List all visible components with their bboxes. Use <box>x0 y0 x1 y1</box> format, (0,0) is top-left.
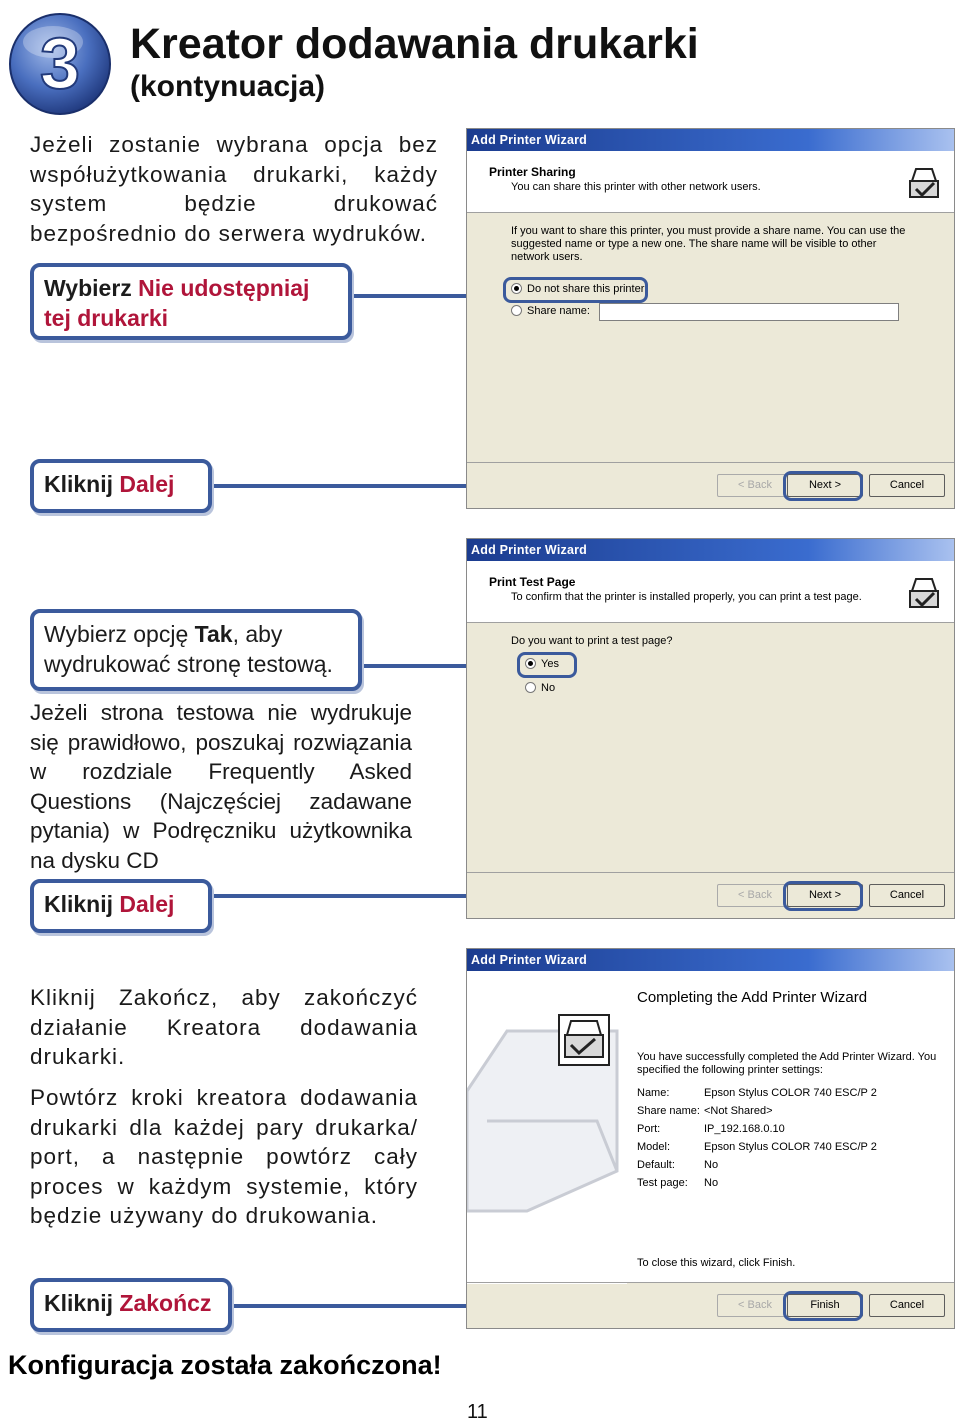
highlight-ring <box>783 881 863 911</box>
wizard-footer <box>467 1282 954 1328</box>
callout-click-next-1 <box>30 459 212 513</box>
step-number: 3 <box>39 24 81 104</box>
finish-button[interactable]: Finish <box>787 1294 863 1317</box>
callout-text: Wybierz opcję <box>44 621 195 647</box>
page-number: 11 <box>467 1401 488 1423</box>
callout-text: Kliknij <box>44 891 120 917</box>
radio-label: Share name: <box>527 305 590 317</box>
setting-value: Epson Stylus COLOR 740 ESC/P 2 <box>704 1141 877 1153</box>
highlight-ring <box>783 1291 863 1321</box>
setting-row <box>637 1141 877 1153</box>
callout-click-finish <box>30 1278 232 1332</box>
callout-select-yes <box>30 609 362 691</box>
callout-text: Kliknij <box>44 1290 120 1316</box>
setting-value: IP_192.168.0.10 <box>704 1123 785 1135</box>
setting-row <box>637 1177 718 1189</box>
wizard-header-title: Printer Sharing <box>489 165 576 179</box>
callout-select-no-share <box>30 263 352 340</box>
highlight-ring <box>503 277 648 303</box>
radio-label: Do not share this printer <box>527 283 645 295</box>
wizard-footer <box>467 462 954 508</box>
highlight-ring <box>783 471 863 501</box>
radio-label: Yes <box>541 658 559 670</box>
window-title: Add Printer Wizard <box>467 129 954 151</box>
close-instruction: To close this wizard, click Finish. <box>637 1257 796 1269</box>
success-text: You have successfully completed the Add Printer Wizard. You specified the following printer settings: <box>637 1051 937 1076</box>
next-button[interactable]: Next > <box>787 884 863 907</box>
wizard-question: Do you want to print a test page? <box>511 635 673 647</box>
setting-row <box>637 1159 718 1171</box>
cancel-button[interactable]: Cancel <box>869 1294 945 1317</box>
page-subtitle: (kontynuacja) <box>130 70 326 103</box>
wizard-header <box>467 561 954 623</box>
callout-text: , aby wydrukować stronę testową. <box>44 621 333 677</box>
completion-message: Konfiguracja została zakończona! <box>8 1350 442 1380</box>
setting-value: Epson Stylus COLOR 740 ESC/P 2 <box>704 1087 877 1099</box>
wizard-header-title: Print Test Page <box>489 575 576 589</box>
callout-text: Kliknij <box>44 471 120 497</box>
wizard-header-subtitle: To confirm that the printer is installed properly, you can print a test page. <box>511 591 862 603</box>
highlight-ring <box>517 652 577 678</box>
setting-key: Model: <box>637 1141 671 1153</box>
completing-title: Completing the Add Printer Wizard <box>637 989 868 1006</box>
radio-unselected-icon <box>525 682 536 693</box>
cancel-button[interactable]: Cancel <box>869 474 945 497</box>
printer-icon <box>904 165 944 205</box>
back-button[interactable]: < Back <box>717 1294 793 1317</box>
wizard-content <box>627 971 954 1282</box>
radio-share-name[interactable] <box>511 305 590 317</box>
setting-value: No <box>704 1159 719 1171</box>
wizard-header <box>467 151 954 213</box>
setting-value: <Not Shared> <box>704 1105 773 1117</box>
printer-icon <box>904 575 944 615</box>
back-button[interactable]: < Back <box>717 884 793 907</box>
back-button[interactable]: < Back <box>717 474 793 497</box>
wizard-header-subtitle: You can share this printer with other network users. <box>511 181 761 193</box>
window-title: Add Printer Wizard <box>467 949 954 971</box>
wizard-completing <box>466 948 955 1329</box>
finish-paragraph: Kliknij Zakończ, aby zakończyć działanie Kreatora dodawania drukarki. <box>30 985 418 1070</box>
wizard-side-graphic <box>467 971 627 1282</box>
setting-key: Default: <box>637 1159 675 1171</box>
printer-graphic-icon <box>467 971 627 1284</box>
callout-highlight: Zakończ <box>119 1290 212 1316</box>
setting-key: Name: <box>637 1087 670 1099</box>
next-button[interactable]: Next > <box>787 474 863 497</box>
wizard-print-test-page <box>466 538 955 919</box>
wizard-body-text: If you want to share this printer, you must provide a share name. You can use the suggested name or type a new one. The share name will be visible to other network users. <box>511 225 906 263</box>
radio-no[interactable] <box>525 682 555 694</box>
wizard-printer-sharing <box>466 128 955 509</box>
callout-click-next-2 <box>30 879 212 933</box>
share-name-input[interactable] <box>599 303 899 321</box>
callout-highlight: Dalej <box>119 471 175 497</box>
radio-unselected-icon <box>511 305 522 316</box>
step-number-badge <box>8 12 112 116</box>
test-page-note: Jeżeli strona testowa nie wydrukuje się prawidłowo, poszukaj rozwiązania w rozdziale Frequently Asked Questions (Najczęściej zadawane pytania) w Podręczniku użytkownika na dysku CD <box>30 700 412 873</box>
setting-row <box>637 1123 785 1135</box>
cancel-button[interactable]: Cancel <box>869 884 945 907</box>
radio-label: No <box>541 682 556 694</box>
callout-highlight: Dalej <box>119 891 175 917</box>
callout-text: Wybierz <box>44 275 139 301</box>
setting-row <box>637 1105 773 1117</box>
wizard-footer <box>467 872 954 918</box>
callout-bold: Tak <box>194 621 233 647</box>
setting-row <box>637 1087 877 1099</box>
window-title: Add Printer Wizard <box>467 539 954 561</box>
setting-key: Test page: <box>637 1177 688 1189</box>
intro-paragraph: Jeżeli zostanie wybrana opcja bez współużytkowania drukarki, każdy system będzie drukować bezpośrednio do serwera wydruków. <box>30 132 438 246</box>
setting-value: No <box>704 1177 719 1189</box>
repeat-paragraph: Powtórz kroki kreatora dodawania drukarki dla każdej pary drukarka/ port, a następnie powtórz cały proces w każdym systemie, który będzie używany do drukowania. <box>30 1085 418 1229</box>
callout-highlight: Nie udostępniaj tej drukarki <box>44 275 310 331</box>
page-title: Kreator dodawania drukarki <box>130 20 699 68</box>
setting-key: Port: <box>637 1123 661 1135</box>
setting-key: Share name: <box>637 1105 700 1117</box>
